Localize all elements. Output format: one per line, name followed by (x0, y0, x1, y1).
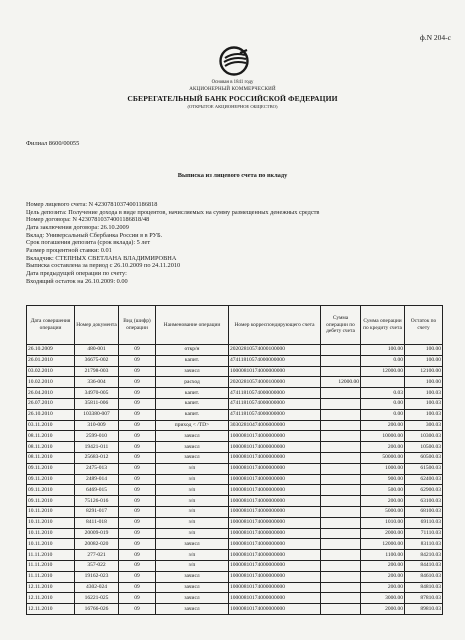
cell-op-name: зачисл (156, 452, 229, 463)
cell-corr-account: 10000810174000000000 (229, 463, 321, 474)
cell-date: 10.11.2010 (27, 528, 75, 539)
cell-debit (321, 582, 361, 593)
cell-corr-account: 10000810174000000000 (229, 550, 321, 561)
table-row (27, 539, 443, 550)
cell-credit: 0.00 (361, 409, 405, 420)
cell-date: 11.11.2010 (27, 560, 75, 571)
cell-op-code: 09 (119, 463, 156, 474)
cell-credit: 1000.00 (361, 463, 405, 474)
cell-balance: 60500.03 (405, 452, 443, 463)
col-op-code: Вид (шифр) операции (119, 306, 156, 345)
cell-debit (321, 398, 361, 409)
table-row (27, 442, 443, 453)
transactions-table (26, 305, 443, 615)
cell-corr-account: 20202810574000100000 (229, 345, 321, 356)
cell-credit: 0.03 (361, 388, 405, 399)
cell-date: 26.04.2010 (27, 388, 75, 399)
cell-corr-account: 10000810174000000000 (229, 517, 321, 528)
cell-date: 09.11.2010 (27, 485, 75, 496)
detail-interest-rate: Размер процентной ставки: 0.01 (26, 246, 112, 254)
cell-credit: 200.00 (361, 496, 405, 507)
cell-corr-account: 10000810174000000000 (229, 539, 321, 550)
cell-op-code: 09 (119, 582, 156, 593)
cell-op-name: капит. (156, 398, 229, 409)
cell-credit: 3000.00 (361, 593, 405, 604)
detail-depositor: Вкладчик: СТЕПНЫХ СВЕТЛАНА ВЛАДИМИРОВНА (26, 254, 177, 262)
cell-balance: 63100.03 (405, 496, 443, 507)
cell-debit (321, 496, 361, 507)
cell-balance: 83110.03 (405, 539, 443, 550)
cell-debit (321, 604, 361, 615)
cell-credit: 2000.00 (361, 604, 405, 615)
cell-corr-account: 10000810174000000000 (229, 496, 321, 507)
cell-doc-number: 75126-016 (75, 496, 119, 507)
table-row (27, 582, 443, 593)
table-row (27, 506, 443, 517)
cell-debit (321, 539, 361, 550)
cell-credit: 1100.00 (361, 550, 405, 561)
table-row (27, 550, 443, 561)
cell-credit: 200.00 (361, 442, 405, 453)
col-doc-number: Номер документа (75, 306, 119, 345)
detail-period: Выписка составлена за период с 26.10.2009 по 24.11.2010 (26, 262, 181, 270)
cell-date: 26.07.2010 (27, 398, 75, 409)
cell-corr-account: 47411810574000000000 (229, 409, 321, 420)
cell-doc-number: 103380-007 (75, 409, 119, 420)
cell-op-name: зачисл (156, 571, 229, 582)
table-row (27, 560, 443, 571)
cell-date: 26.01.2010 (27, 355, 75, 366)
cell-doc-number: 25683-012 (75, 452, 119, 463)
branch-code: Филиал 8600/00055 (26, 140, 80, 147)
cell-credit: 50000.00 (361, 452, 405, 463)
cell-date: 26.10.2010 (27, 409, 75, 420)
bank-name: СБЕРЕГАТЕЛЬНЫЙ БАНК РОССИЙСКОЙ ФЕДЕРАЦИИ (127, 94, 338, 103)
cell-date: 10.02.2010 (27, 377, 75, 388)
cell-date: 10.11.2010 (27, 517, 75, 528)
cell-debit (321, 571, 361, 582)
cell-doc-number: 2599-010 (75, 431, 119, 442)
cell-date: 09.11.2010 (27, 496, 75, 507)
table-header-row (27, 306, 443, 345)
cell-date: 09.11.2010 (27, 463, 75, 474)
cell-date: 08.11.2010 (27, 442, 75, 453)
cell-debit (321, 366, 361, 377)
cell-doc-number: 277-021 (75, 550, 119, 561)
cell-op-name: капит. (156, 388, 229, 399)
cell-op-code: 09 (119, 550, 156, 561)
table-row (27, 355, 443, 366)
cell-debit (321, 345, 361, 356)
table-row (27, 377, 443, 388)
cell-date: 12.11.2010 (27, 604, 75, 615)
cell-credit: 200.00 (361, 420, 405, 431)
cell-op-name: з/п (156, 485, 229, 496)
cell-corr-account: 47411810574000000000 (229, 398, 321, 409)
cell-debit (321, 431, 361, 442)
table-row (27, 528, 443, 539)
cell-corr-account: 30302810474006000000 (229, 420, 321, 431)
cell-doc-number: 34970-005 (75, 388, 119, 399)
cell-balance: 84210.03 (405, 550, 443, 561)
cell-op-name: зачисл (156, 442, 229, 453)
cell-op-name: з/п (156, 474, 229, 485)
cell-corr-account: 10000810174000000000 (229, 582, 321, 593)
detail-account-number: Номер лицевого счета: N 42307810374001186818 (26, 201, 158, 208)
cell-credit: 12000.00 (361, 366, 405, 377)
sberbank-logo-icon (219, 46, 249, 76)
table-row (27, 463, 443, 474)
col-op-name: Наименование операции (156, 306, 229, 345)
detail-opening-balance: Входящий остаток на 26.10.2009: 0.00 (26, 277, 128, 285)
cell-op-code: 09 (119, 431, 156, 442)
col-credit: Сумма операции по кредиту счета (361, 306, 405, 345)
cell-debit (321, 550, 361, 561)
cell-date: 10.11.2010 (27, 539, 75, 550)
cell-balance: 100.00 (405, 355, 443, 366)
cell-credit: 0.00 (361, 398, 405, 409)
cell-doc-number: 8411-018 (75, 517, 119, 528)
cell-op-code: 09 (119, 506, 156, 517)
table-row (27, 452, 443, 463)
col-balance: Остаток по счету (405, 306, 443, 345)
cell-op-code: 09 (119, 452, 156, 463)
cell-debit (321, 420, 361, 431)
cell-debit (321, 355, 361, 366)
cell-balance: 87810.03 (405, 593, 443, 604)
cell-corr-account: 10000810174000000000 (229, 506, 321, 517)
cell-doc-number: 16221-025 (75, 593, 119, 604)
cell-corr-account: 47411810574000000000 (229, 355, 321, 366)
cell-doc-number: 2489-014 (75, 474, 119, 485)
bank-subtitle: (ОТКРЫТОЕ АКЦИОНЕРНОЕ ОБЩЕСТВО) (187, 104, 278, 109)
detail-deposit-type: Вклад: Универсальный Сбербанка России в в РУБ. (26, 231, 163, 239)
cell-debit (321, 560, 361, 571)
cell-balance: 100.00 (405, 345, 443, 356)
cell-debit (321, 485, 361, 496)
document-title: Выписка из лицевого счета по вкладу (177, 172, 288, 179)
company-type: АКЦИОНЕРНЫЙ КОММЕРЧЕСКИЙ (189, 87, 276, 92)
cell-op-code: 09 (119, 485, 156, 496)
cell-credit: 200.00 (361, 582, 405, 593)
table-row (27, 388, 443, 399)
cell-doc-number: 8291-017 (75, 506, 119, 517)
cell-credit (361, 377, 405, 388)
cell-balance: 84610.03 (405, 571, 443, 582)
cell-corr-account: 10000810174000000000 (229, 442, 321, 453)
table-row (27, 474, 443, 485)
cell-debit (321, 409, 361, 420)
cell-balance: 69110.03 (405, 517, 443, 528)
cell-date: 08.11.2010 (27, 431, 75, 442)
cell-balance: 12100.00 (405, 366, 443, 377)
table-row (27, 420, 443, 431)
cell-doc-number: 35811-006 (75, 398, 119, 409)
detail-contract-date: Дата заключения договора: 26.10.2009 (26, 223, 129, 231)
cell-doc-number: 480-001 (75, 345, 119, 356)
cell-op-name: капит. (156, 355, 229, 366)
col-corr-account: Номер корреспондирующего счета (229, 306, 321, 345)
cell-balance: 100.03 (405, 388, 443, 399)
cell-date: 12.11.2010 (27, 593, 75, 604)
cell-credit: 200.00 (361, 560, 405, 571)
cell-op-name: з/п (156, 517, 229, 528)
table-row (27, 431, 443, 442)
cell-credit: 5000.00 (361, 506, 405, 517)
cell-doc-number: 310-009 (75, 420, 119, 431)
table-row (27, 517, 443, 528)
cell-op-code: 09 (119, 604, 156, 615)
cell-op-name: откр/н (156, 345, 229, 356)
cell-balance: 84410.03 (405, 560, 443, 571)
table-row (27, 345, 443, 356)
cell-corr-account: 47411810574000000000 (229, 388, 321, 399)
cell-balance: 300.03 (405, 420, 443, 431)
cell-balance: 71110.03 (405, 528, 443, 539)
cell-corr-account: 10000810174000000000 (229, 431, 321, 442)
cell-corr-account: 10000810174000000000 (229, 474, 321, 485)
cell-corr-account: 10000810174000000000 (229, 571, 321, 582)
cell-date: 11.11.2010 (27, 571, 75, 582)
cell-corr-account: 10000810174000000000 (229, 560, 321, 571)
cell-credit: 900.00 (361, 474, 405, 485)
cell-op-code: 09 (119, 474, 156, 485)
cell-credit: 100.00 (361, 345, 405, 356)
cell-op-name: з/п (156, 528, 229, 539)
cell-op-code: 09 (119, 377, 156, 388)
cell-op-code: 09 (119, 366, 156, 377)
cell-op-name: з/п (156, 463, 229, 474)
cell-corr-account: 20202810574000100000 (229, 377, 321, 388)
detail-contract-number: Номер договора: N 42307810374001186818/48 (26, 216, 150, 224)
cell-op-name: зачисл (156, 539, 229, 550)
cell-corr-account: 10000810174000000000 (229, 604, 321, 615)
table-row (27, 366, 443, 377)
account-details (26, 201, 319, 285)
cell-balance: 62400.03 (405, 474, 443, 485)
cell-doc-number: 19162-023 (75, 571, 119, 582)
cell-credit: 12000.00 (361, 539, 405, 550)
cell-debit (321, 593, 361, 604)
cell-balance: 10500.03 (405, 442, 443, 453)
cell-date: 08.11.2010 (27, 452, 75, 463)
cell-op-name: капит. (156, 409, 229, 420)
cell-date: 09.11.2010 (27, 474, 75, 485)
cell-balance: 61500.03 (405, 463, 443, 474)
cell-op-code: 09 (119, 528, 156, 539)
cell-balance: 10300.03 (405, 431, 443, 442)
cell-date: 26.10.2009 (27, 345, 75, 356)
cell-date: 03.11.2010 (27, 420, 75, 431)
founded-line: Основан в 1841 году (211, 80, 254, 85)
cell-op-code: 09 (119, 355, 156, 366)
cell-doc-number: 6469-015 (75, 485, 119, 496)
cell-debit (321, 474, 361, 485)
cell-credit: 10000.00 (361, 431, 405, 442)
cell-date: 11.11.2010 (27, 550, 75, 561)
cell-doc-number: 20082-020 (75, 539, 119, 550)
cell-balance: 84810.03 (405, 582, 443, 593)
detail-deposit-purpose: Цель депозита: Получение дохода в виде процентов, начисляемых на сумму размещенных денежных средств (26, 208, 320, 216)
cell-balance: 68100.03 (405, 506, 443, 517)
cell-corr-account: 10000810174000000000 (229, 485, 321, 496)
cell-doc-number: 21798-003 (75, 366, 119, 377)
cell-credit: 2000.00 (361, 528, 405, 539)
cell-op-name: з/п (156, 560, 229, 571)
cell-credit: 500.00 (361, 485, 405, 496)
col-debit: Сумма операции по дебету счета (321, 306, 361, 345)
cell-op-code: 09 (119, 420, 156, 431)
cell-corr-account: 10000810174000000000 (229, 452, 321, 463)
cell-balance: 100.03 (405, 398, 443, 409)
cell-doc-number: 36675-002 (75, 355, 119, 366)
cell-op-code: 09 (119, 571, 156, 582)
cell-doc-number: 16766-026 (75, 604, 119, 615)
cell-op-code: 09 (119, 345, 156, 356)
cell-doc-number: 336-004 (75, 377, 119, 388)
cell-debit (321, 517, 361, 528)
cell-op-code: 09 (119, 442, 156, 453)
cell-op-name: з/п (156, 550, 229, 561)
cell-balance: 89810.03 (405, 604, 443, 615)
cell-op-name: зачисл (156, 582, 229, 593)
table-row (27, 496, 443, 507)
cell-op-name: зачисл (156, 366, 229, 377)
cell-op-name: зачисл (156, 604, 229, 615)
detail-previous-operation: Дата предыдущей операции по счету: (26, 269, 127, 277)
form-number: ф.N 204-с (419, 33, 451, 42)
cell-debit (321, 463, 361, 474)
cell-op-code: 09 (119, 496, 156, 507)
detail-deposit-term: Срок погашения депозита (срок вклада): 5 лет (26, 239, 151, 247)
cell-op-name: расход (156, 377, 229, 388)
cell-debit: 12000.00 (321, 377, 361, 388)
cell-op-code: 09 (119, 388, 156, 399)
table-row (27, 593, 443, 604)
cell-op-name: зачисл (156, 431, 229, 442)
cell-date: 03.02.2010 (27, 366, 75, 377)
table-row (27, 571, 443, 582)
cell-debit (321, 528, 361, 539)
cell-op-name: приход < /TD> (156, 420, 229, 431)
cell-op-code: 09 (119, 517, 156, 528)
cell-corr-account: 10000810174000000000 (229, 366, 321, 377)
cell-op-code: 09 (119, 560, 156, 571)
cell-corr-account: 10000810174000000000 (229, 593, 321, 604)
cell-op-name: з/п (156, 496, 229, 507)
cell-date: 10.11.2010 (27, 506, 75, 517)
cell-op-code: 09 (119, 539, 156, 550)
col-date: Дата совершения операции (27, 306, 75, 345)
cell-op-name: зачисл (156, 593, 229, 604)
cell-credit: 1010.00 (361, 517, 405, 528)
cell-balance: 62900.03 (405, 485, 443, 496)
cell-credit: 0.00 (361, 355, 405, 366)
cell-doc-number: 20009-019 (75, 528, 119, 539)
cell-doc-number: 357-022 (75, 560, 119, 571)
cell-doc-number: 4302-024 (75, 582, 119, 593)
cell-debit (321, 506, 361, 517)
table-row (27, 398, 443, 409)
cell-op-code: 09 (119, 398, 156, 409)
table-row (27, 409, 443, 420)
table-row (27, 485, 443, 496)
cell-op-code: 09 (119, 593, 156, 604)
cell-doc-number: 2475-013 (75, 463, 119, 474)
cell-credit: 200.00 (361, 571, 405, 582)
cell-doc-number: 19421-011 (75, 442, 119, 453)
cell-corr-account: 10000810174000000000 (229, 528, 321, 539)
cell-debit (321, 442, 361, 453)
cell-debit (321, 388, 361, 399)
cell-op-code: 09 (119, 409, 156, 420)
cell-op-name: з/п (156, 506, 229, 517)
table-row (27, 604, 443, 615)
cell-balance: 100.00 (405, 377, 443, 388)
cell-balance: 100.03 (405, 409, 443, 420)
cell-date: 12.11.2010 (27, 582, 75, 593)
cell-debit (321, 452, 361, 463)
